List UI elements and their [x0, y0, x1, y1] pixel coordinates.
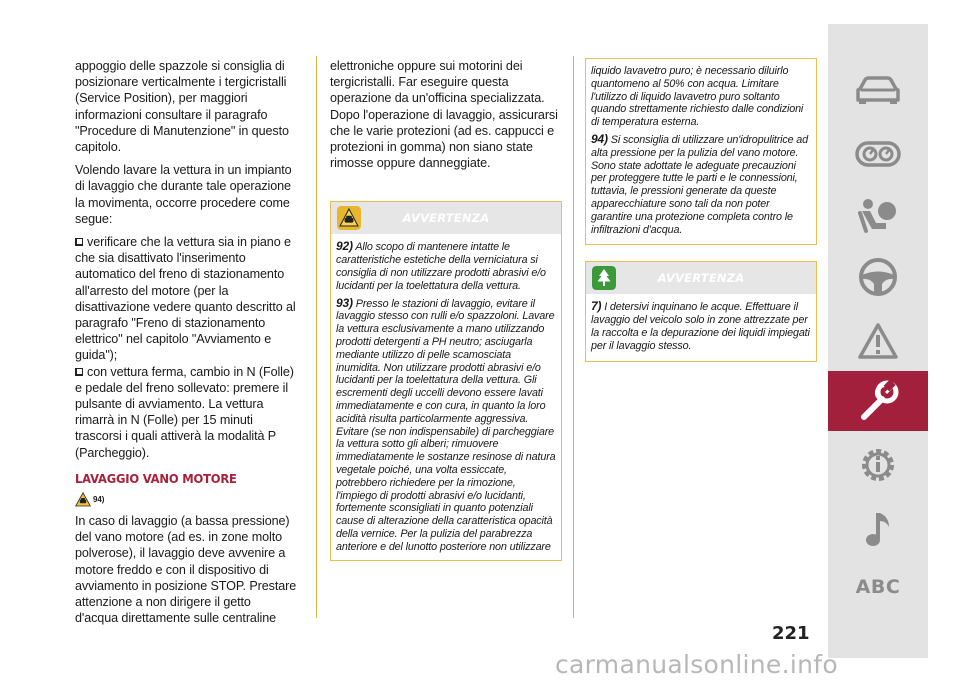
- paragraph: In caso di lavaggio (a bassa pressione) del vano motore (ad es. in zone molto polverose), il lavaggio deve avvenire a motore freddo e con il dispositivo di avviamento in posizione STOP. Prestare attenzione a non dirigere il getto d'acqua direttamente sulle centraline: [75, 514, 297, 626]
- note-text: Si sconsiglia di utilizzare un'idropulitrice ad alta pressione per la pulizia del vano motore. Sono state adottate le adeguate precauzioni per proteggere tutte le parti e le connessioni, tuttavia, le pressioni generate da queste apparecchiature sono tali da non poter garantire una protezione completa contro le infiltrazioni d'acqua.: [591, 133, 809, 236]
- ref-number[interactable]: 94): [93, 494, 105, 504]
- warning-header: [331, 202, 561, 234]
- note-number: 7): [591, 299, 602, 314]
- column-divider: [573, 56, 574, 618]
- watermark: carmanualsonline.info: [555, 650, 838, 679]
- column-divider: [316, 56, 317, 618]
- warning-notes: [586, 59, 816, 244]
- airbag-icon: [856, 197, 900, 237]
- dashboard-icon: [855, 139, 901, 169]
- sidebar-item-maintenance[interactable]: [828, 371, 928, 431]
- info-gear-icon: [857, 444, 899, 486]
- note-94: [591, 133, 812, 236]
- warning-notes: [331, 234, 561, 559]
- section-title: LAVAGGIO VANO MOTORE: [75, 470, 237, 486]
- bullet-item: [75, 364, 297, 461]
- sidebar-item-car[interactable]: [828, 65, 928, 115]
- paragraph: [330, 58, 562, 171]
- sidebar-item-multimedia[interactable]: [828, 504, 928, 554]
- warning-triangle-icon: [857, 322, 899, 360]
- warning-ref: [75, 491, 297, 509]
- note-7: [591, 300, 812, 352]
- paragraph: Volendo lavare la vettura in un impianto di lavaggio che durante tale operazione la movimenta, occorre procedere come segue:: [75, 163, 292, 226]
- warning-box: [330, 201, 562, 560]
- note-text: liquido lavavetro puro; è necessario diluirlo quantomeno al 50% con acqua. Limitare l'utilizzo di liquido lavavetro puro soltanto quando strettamente richiesto dalle condizioni di temperatura esterna.: [591, 65, 804, 129]
- note-text: Presso le stazioni di lavaggio, evitare il lavaggio stesso con rulli e/o spazzoloni. Lavare la vettura esclusivamente a mano utilizzando prodotti detergenti a PH neutro; asciugarla mediante utilizzo di pelle scamosciata inumidita. Non utilizzare prodotti abrasivi e/o lucidanti per la toelettatura della vettura. Gli escrementi degli uccelli devono essere lavati immediatamente e con cura, in quanto la loro acidità risulta particolarmente aggressiva. Evitare (se non indispensabile) di parcheggiare la vettura sotto gli alberi; rimuovere immediatamente le sostanze resinose di natura vegetale poiché, una volta essiccate, potrebbero richiedere per la rimozione, l'impiego di prodotti abrasivi e/o lucidanti, fortemente sconsigliati in quanto potenziali cause di alterazione della caratteristica opacità della vernice. Per la pulizia del parabrezza anteriore e del lunotto posteriore non utilizzare: [336, 297, 556, 553]
- warning-title: AVVERTENZA: [402, 211, 490, 226]
- note-text: Allo scopo di mantenere intatte le caratteristiche estetiche della verniciatura si consiglia di non utilizzare prodotti abrasivi e/o lucidanti per la toelettatura della vettura.: [336, 241, 546, 292]
- sidebar-item-dashboard[interactable]: [828, 129, 928, 179]
- note-number: 93): [336, 295, 353, 310]
- music-note-icon: [861, 509, 895, 549]
- warning-notes: [586, 294, 816, 360]
- column-middle: [330, 58, 562, 561]
- page-number: 221: [772, 623, 810, 644]
- car-icon: [855, 75, 901, 105]
- warning-title: AVVERTENZA: [657, 271, 745, 286]
- bullet-item: [75, 234, 297, 364]
- sidebar-item-index[interactable]: [828, 562, 928, 612]
- note-number: 92): [336, 239, 353, 254]
- note-number: 94): [591, 131, 608, 146]
- column-right: [585, 58, 817, 362]
- note-93: [336, 297, 557, 554]
- checkbox-bullet-icon: [75, 368, 83, 376]
- sidebar-item-driving[interactable]: [828, 252, 928, 302]
- sidebar-item-emergency[interactable]: [828, 316, 928, 366]
- sidebar-item-technical-data[interactable]: [828, 440, 928, 490]
- car-warning-icon: [75, 492, 91, 507]
- note-92: [336, 240, 557, 292]
- wrench-icon: [856, 379, 900, 423]
- checkbox-bullet-icon: [75, 238, 83, 246]
- paragraph-text: elettroniche oppure sui motorini dei tergicristalli. Far eseguire questa operazione da un'officina specializzata. Dopo l'operazione di lavaggio, assicurarsi che le varie protezioni (ad es. cappucci e protezioni in gomma) non siano state rimosse oppure danneggiate.: [330, 59, 558, 171]
- note-text: I detersivi inquinano le acque. Effettuare il lavaggio del veicolo solo in zone attrezzate per la raccolta e la depurazione dei liquidi impiegati per il lavaggio stesso.: [591, 301, 810, 352]
- environment-warning-box: [585, 261, 817, 361]
- warning-box-continued: [585, 58, 817, 245]
- bullet-text: verificare che la vettura sia in piano e che sia disattivato l'inserimento automatico del freno di stazionamento all'arresto del motore (per la disattivazione vedere quanto descritto al paragrafo "Freno di stazionamento elettrico" nel capitolo "Avviamento e guida");: [75, 235, 296, 363]
- sidebar-item-safety[interactable]: [828, 192, 928, 242]
- paragraph: appoggio delle spazzole si consiglia di posizionare verticalmente i tergicristalli (Service Position), per maggiori informazioni consultare il paragrafo "Procedure di Manutenzione" in questo capitolo.: [75, 59, 289, 155]
- steering-wheel-icon: [857, 256, 899, 298]
- column-left: [75, 58, 297, 634]
- chapter-sidebar: [828, 24, 928, 658]
- warning-header: [586, 262, 816, 294]
- bullet-text: con vettura ferma, cambio in N (Folle) e pedale del freno sollevato: premere il pulsante di avviamento. La vettura rimarrà in N (Folle) per 15 minuti trascorsi i quali attiverà la modalità P (Parcheggio).: [75, 364, 294, 460]
- abc-icon: ABC: [855, 576, 901, 598]
